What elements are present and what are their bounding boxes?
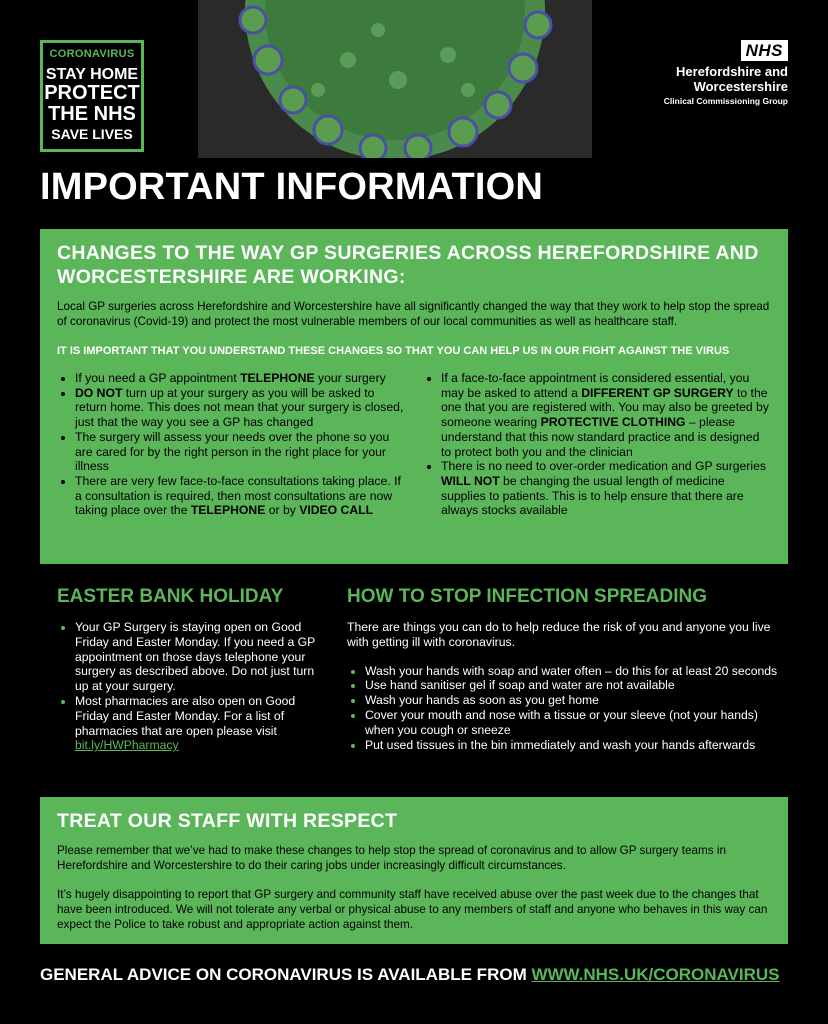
changes-important: IT IS IMPORTANT THAT YOU UNDERSTAND THESE CHANGES SO THAT YOU CAN HELP US IN OUR FIGHT AGAINST THE VIRUS: [57, 345, 730, 357]
infection-section: [327, 586, 788, 753]
nhs-branding: [664, 40, 788, 106]
pharmacy-link[interactable]: bit.ly/HWPharmacy: [75, 738, 179, 753]
list-item: • Put used tissues in the bin immediately and wash your hands afterwards: [365, 738, 788, 753]
nhs-coronavirus-link[interactable]: WWW.NHS.UK/CORONAVIRUS: [531, 965, 780, 984]
list-item: • Wash your hands with soap and water often – do this for at least 20 seconds: [365, 664, 788, 679]
org-line1: Herefordshire and: [676, 64, 788, 79]
infection-heading: HOW TO STOP INFECTION SPREADING: [347, 586, 707, 607]
easter-section: [40, 586, 327, 753]
footer-text: GENERAL ADVICE ON CORONAVIRUS IS AVAILABLE FROM: [40, 965, 532, 984]
changes-left-list: [57, 371, 405, 518]
list-item: • Most pharmacies are also open on Good Friday and Easter Monday. For a list of pharmacies that are open please visit bit.ly/HWPharmacy: [75, 694, 327, 753]
list-item: • If you need a GP appointment TELEPHONE your surgery: [75, 371, 405, 386]
easter-heading: EASTER BANK HOLIDAY: [57, 586, 284, 607]
org-line2: Worcestershire: [693, 79, 788, 94]
list-item: • Your GP Surgery is staying open on Good Friday and Easter Monday. If you need a GP appointment on those days telephone your surgery as described above. Do not just turn up at your surgery.: [75, 620, 327, 694]
respect-heading: TREAT OUR STAFF WITH RESPECT: [57, 810, 398, 832]
page-title: IMPORTANT INFORMATION: [40, 166, 544, 208]
list-item: • Wash your hands as soon as you get home: [365, 693, 788, 708]
virus-illustration: [198, 0, 592, 158]
list-item: • Cover your mouth and nose with a tissue or your sleeve (not your hands) when you cough or sneeze: [365, 708, 788, 738]
list-item: • If a face-to-face appointment is considered essential, you may be asked to attend a DIFFERENT GP SURGERY to the one that you are registered with. You may also be greeted by someone wearing PROTECTIVE CLOTHING – please understand that this now standard practice and is designed to protect both you and the clinician: [441, 371, 771, 459]
respect-p1: Please remember that we’ve had to make these changes to help stop the spread of coronavirus and to allow GP surgery teams in Herefordshire and Worcestershire to do their caring jobs under increasingly difficult circumstances.: [57, 844, 726, 872]
infection-intro: There are things you can do to help reduce the risk of you and anyone you live with getting ill with coronavirus.: [347, 620, 771, 649]
changes-right-list: [423, 371, 771, 518]
list-item: • The surgery will assess your needs over the phone so you are cared for by the right person in the right place for your illness: [75, 430, 405, 474]
badge-coronavirus: CORONAVIRUS: [49, 48, 135, 60]
changes-heading: CHANGES TO THE WAY GP SURGERIES ACROSS HEREFORDSHIRE AND WORCESTERSHIRE ARE WORKING:: [57, 242, 759, 288]
respect-p2: It’s hugely disappointing to report that GP surgery and community staff have received abuse over the past week due to the changes that have been introduced. We will not tolerate any verbal or physical abuse to any members of staff and anyone who behaves in this way can expect the Police to take robust and appropriate action against them.: [57, 888, 768, 931]
list-item: • There is no need to over-order medication and GP surgeries WILL NOT be changing the usual length of medicine supplies to patients. This is to help ensure that there are always stocks available: [441, 459, 771, 518]
list-item: • Use hand sanitiser gel if soap and water are not available: [365, 678, 788, 693]
respect-panel: [40, 797, 788, 944]
nhs-logo: NHS: [741, 40, 788, 61]
infection-list: [347, 664, 788, 753]
badge-save-lives: SAVE LIVES: [51, 126, 133, 142]
middle-section: [40, 586, 788, 753]
footer-advice: [40, 965, 780, 985]
badge-stay-home: STAY HOME: [45, 66, 139, 83]
list-item: • DO NOT turn up at your surgery as you will be asked to return home. This does not mean that your surgery is closed, just that the way you see a GP has changed: [75, 386, 405, 430]
badge-protect: PROTECT: [44, 82, 140, 104]
ccg-name: Clinical Commissioning Group: [663, 96, 788, 106]
stay-home-badge: [40, 40, 144, 152]
list-item: • There are very few face-to-face consultations taking place. If a consultation is required, then most consultations are now taking place over the TELEPHONE or by VIDEO CALL: [75, 474, 405, 518]
changes-columns: [57, 371, 771, 518]
changes-intro: Local GP surgeries across Herefordshire and Worcestershire have all significantly changed the way that they work to help stop the spread of coronavirus (Covid-19) and protect the most vulnerable members of our local communities as well as healthcare staff.: [57, 300, 770, 328]
badge-the-nhs: THE NHS: [48, 103, 136, 125]
easter-list: [57, 620, 327, 753]
changes-panel: [40, 229, 788, 564]
